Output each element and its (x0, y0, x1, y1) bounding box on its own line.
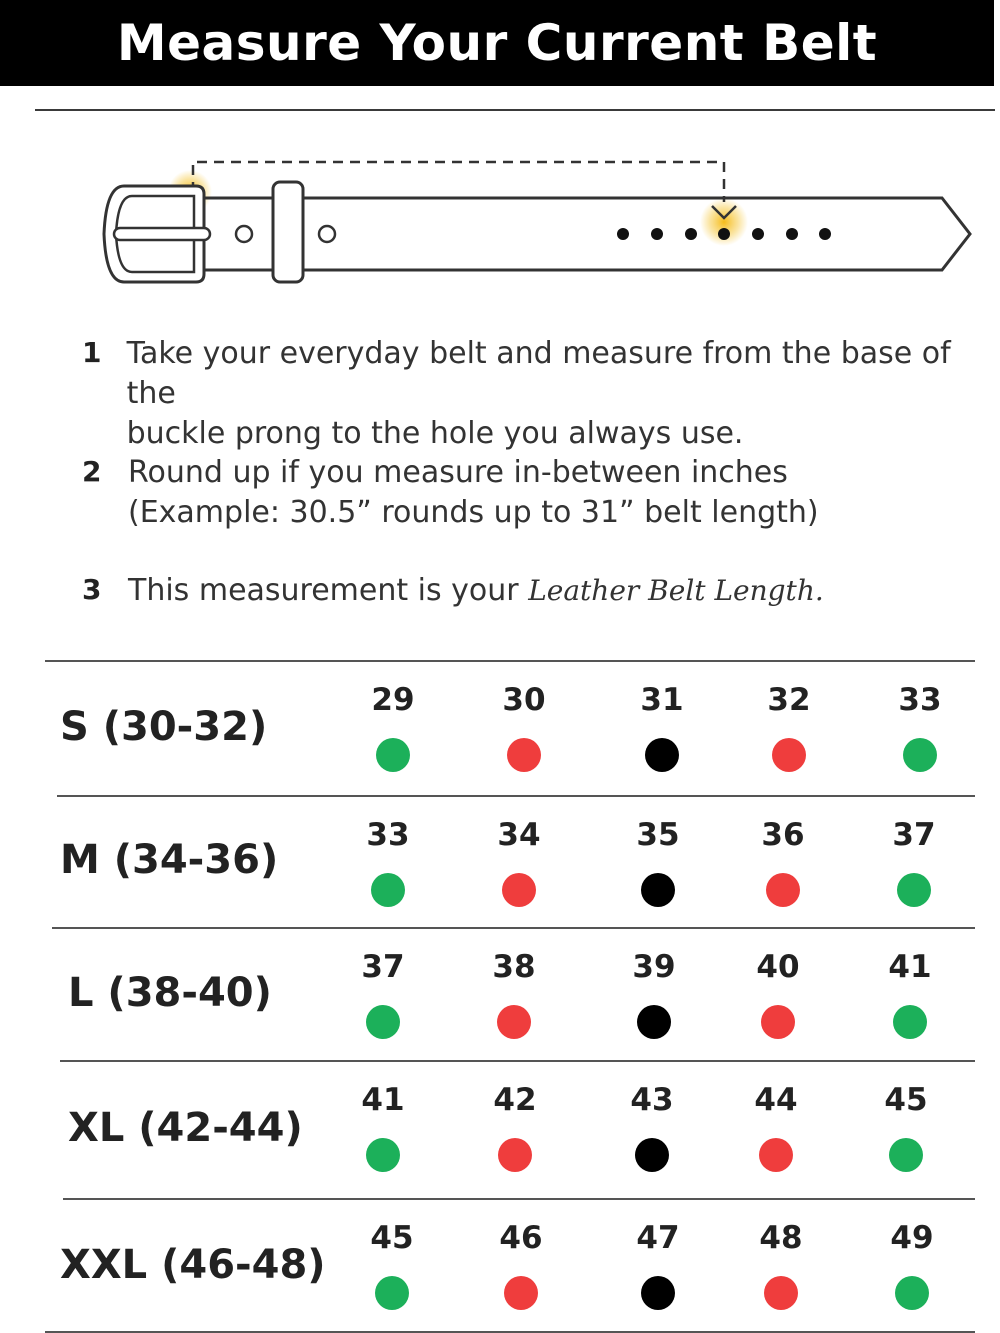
step-2 (82, 453, 982, 533)
belt-hole (236, 226, 252, 242)
belt-length-value: 31 (640, 682, 684, 718)
belt-length-value: 33 (366, 817, 410, 853)
size-row (0, 1060, 1000, 1198)
step-line: buckle prong to the hole you always use. (126, 416, 744, 451)
step-1 (82, 334, 982, 454)
adjustment-hole-used (718, 228, 730, 240)
size-label: S (30-32) (60, 703, 268, 750)
fit-dot-green (895, 1276, 929, 1310)
belt-length-value: 39 (632, 949, 676, 985)
fit-dot-green (903, 738, 937, 772)
belt-length-value: 42 (493, 1082, 537, 1118)
fit-dot-red (507, 738, 541, 772)
belt-length-value: 49 (890, 1220, 934, 1256)
belt-length-value: 35 (636, 817, 680, 853)
step-number: 3 (82, 573, 102, 606)
belt-length-value: 48 (759, 1220, 803, 1256)
row-divider (63, 1198, 975, 1200)
fit-dot-green (889, 1138, 923, 1172)
adjustment-hole (651, 228, 663, 240)
fit-dot-green (376, 738, 410, 772)
fit-dot-green (375, 1276, 409, 1310)
belt-length-value: 47 (636, 1220, 680, 1256)
belt-length-value: 46 (499, 1220, 543, 1256)
belt-length-value: 30 (502, 682, 546, 718)
belt-length-value: 41 (361, 1082, 405, 1118)
fit-dot-red (504, 1276, 538, 1310)
belt-length-value: 33 (898, 682, 942, 718)
belt-diagram (90, 140, 990, 300)
fit-dot-red (759, 1138, 793, 1172)
header-banner (0, 0, 994, 86)
buckle-prong (114, 228, 210, 240)
belt-length-value: 37 (361, 949, 405, 985)
belt-length-value: 32 (767, 682, 811, 718)
step-number: 2 (82, 455, 102, 488)
step-3 (82, 571, 982, 611)
belt-length-value: 34 (497, 817, 541, 853)
belt-length-value: 44 (754, 1082, 798, 1118)
fit-dot-red (766, 873, 800, 907)
belt-length-value: 45 (884, 1082, 928, 1118)
fit-dot-red (764, 1276, 798, 1310)
fit-dot-green (371, 873, 405, 907)
adjustment-hole (786, 228, 798, 240)
belt-length-value: 38 (492, 949, 536, 985)
size-label: M (34-36) (60, 837, 279, 883)
adjustment-hole (819, 228, 831, 240)
fit-dot-black (635, 1138, 669, 1172)
size-row (0, 927, 1000, 1060)
step-line: Take your everyday belt and measure from the base of the (126, 336, 951, 411)
adjustment-hole (685, 228, 697, 240)
belt-hole (319, 226, 335, 242)
belt-length-value: 45 (370, 1220, 414, 1256)
fit-dot-green (897, 873, 931, 907)
size-label: L (38-40) (68, 969, 272, 1016)
step-text (128, 571, 824, 611)
step-number: 1 (82, 336, 102, 369)
divider (35, 109, 995, 111)
fit-dot-black (645, 738, 679, 772)
row-divider (57, 795, 975, 797)
fit-dot-red (497, 1005, 531, 1039)
belt-length-value: 29 (371, 682, 415, 718)
fit-dot-black (641, 873, 675, 907)
fit-dot-black (641, 1276, 675, 1310)
page-title: Measure Your Current Belt (116, 14, 878, 72)
size-row (0, 1198, 1000, 1333)
belt-length-value: 41 (888, 949, 932, 985)
step-text (128, 453, 819, 533)
adjustment-hole (617, 228, 629, 240)
belt-length-value: 36 (761, 817, 805, 853)
fit-dot-black (637, 1005, 671, 1039)
fit-dot-green (893, 1005, 927, 1039)
step-line: (Example: 30.5” rounds up to 31” belt length) (128, 495, 819, 530)
belt-length-value: 37 (892, 817, 936, 853)
step-text (127, 334, 982, 454)
size-label: XXL (46-48) (60, 1241, 326, 1288)
fit-dot-red (761, 1005, 795, 1039)
fit-dot-green (366, 1005, 400, 1039)
step-line: This measurement is your (128, 573, 519, 608)
size-row (0, 660, 1000, 795)
size-label: XL (42-44) (68, 1105, 303, 1151)
row-divider (60, 1060, 975, 1062)
fit-dot-red (498, 1138, 532, 1172)
belt-length-value: 43 (630, 1082, 674, 1118)
row-divider (45, 660, 975, 662)
size-row (0, 795, 1000, 927)
fit-dot-red (772, 738, 806, 772)
belt-length-value: 40 (756, 949, 800, 985)
fit-dot-green (366, 1138, 400, 1172)
step-line: Round up if you measure in-between inches (128, 455, 788, 490)
fit-dot-red (502, 873, 536, 907)
row-divider (52, 927, 975, 929)
leather-belt-length-label: Leather Belt Length. (528, 574, 824, 607)
adjustment-hole (752, 228, 764, 240)
belt-loop (273, 182, 303, 282)
belt-strap (190, 198, 970, 270)
